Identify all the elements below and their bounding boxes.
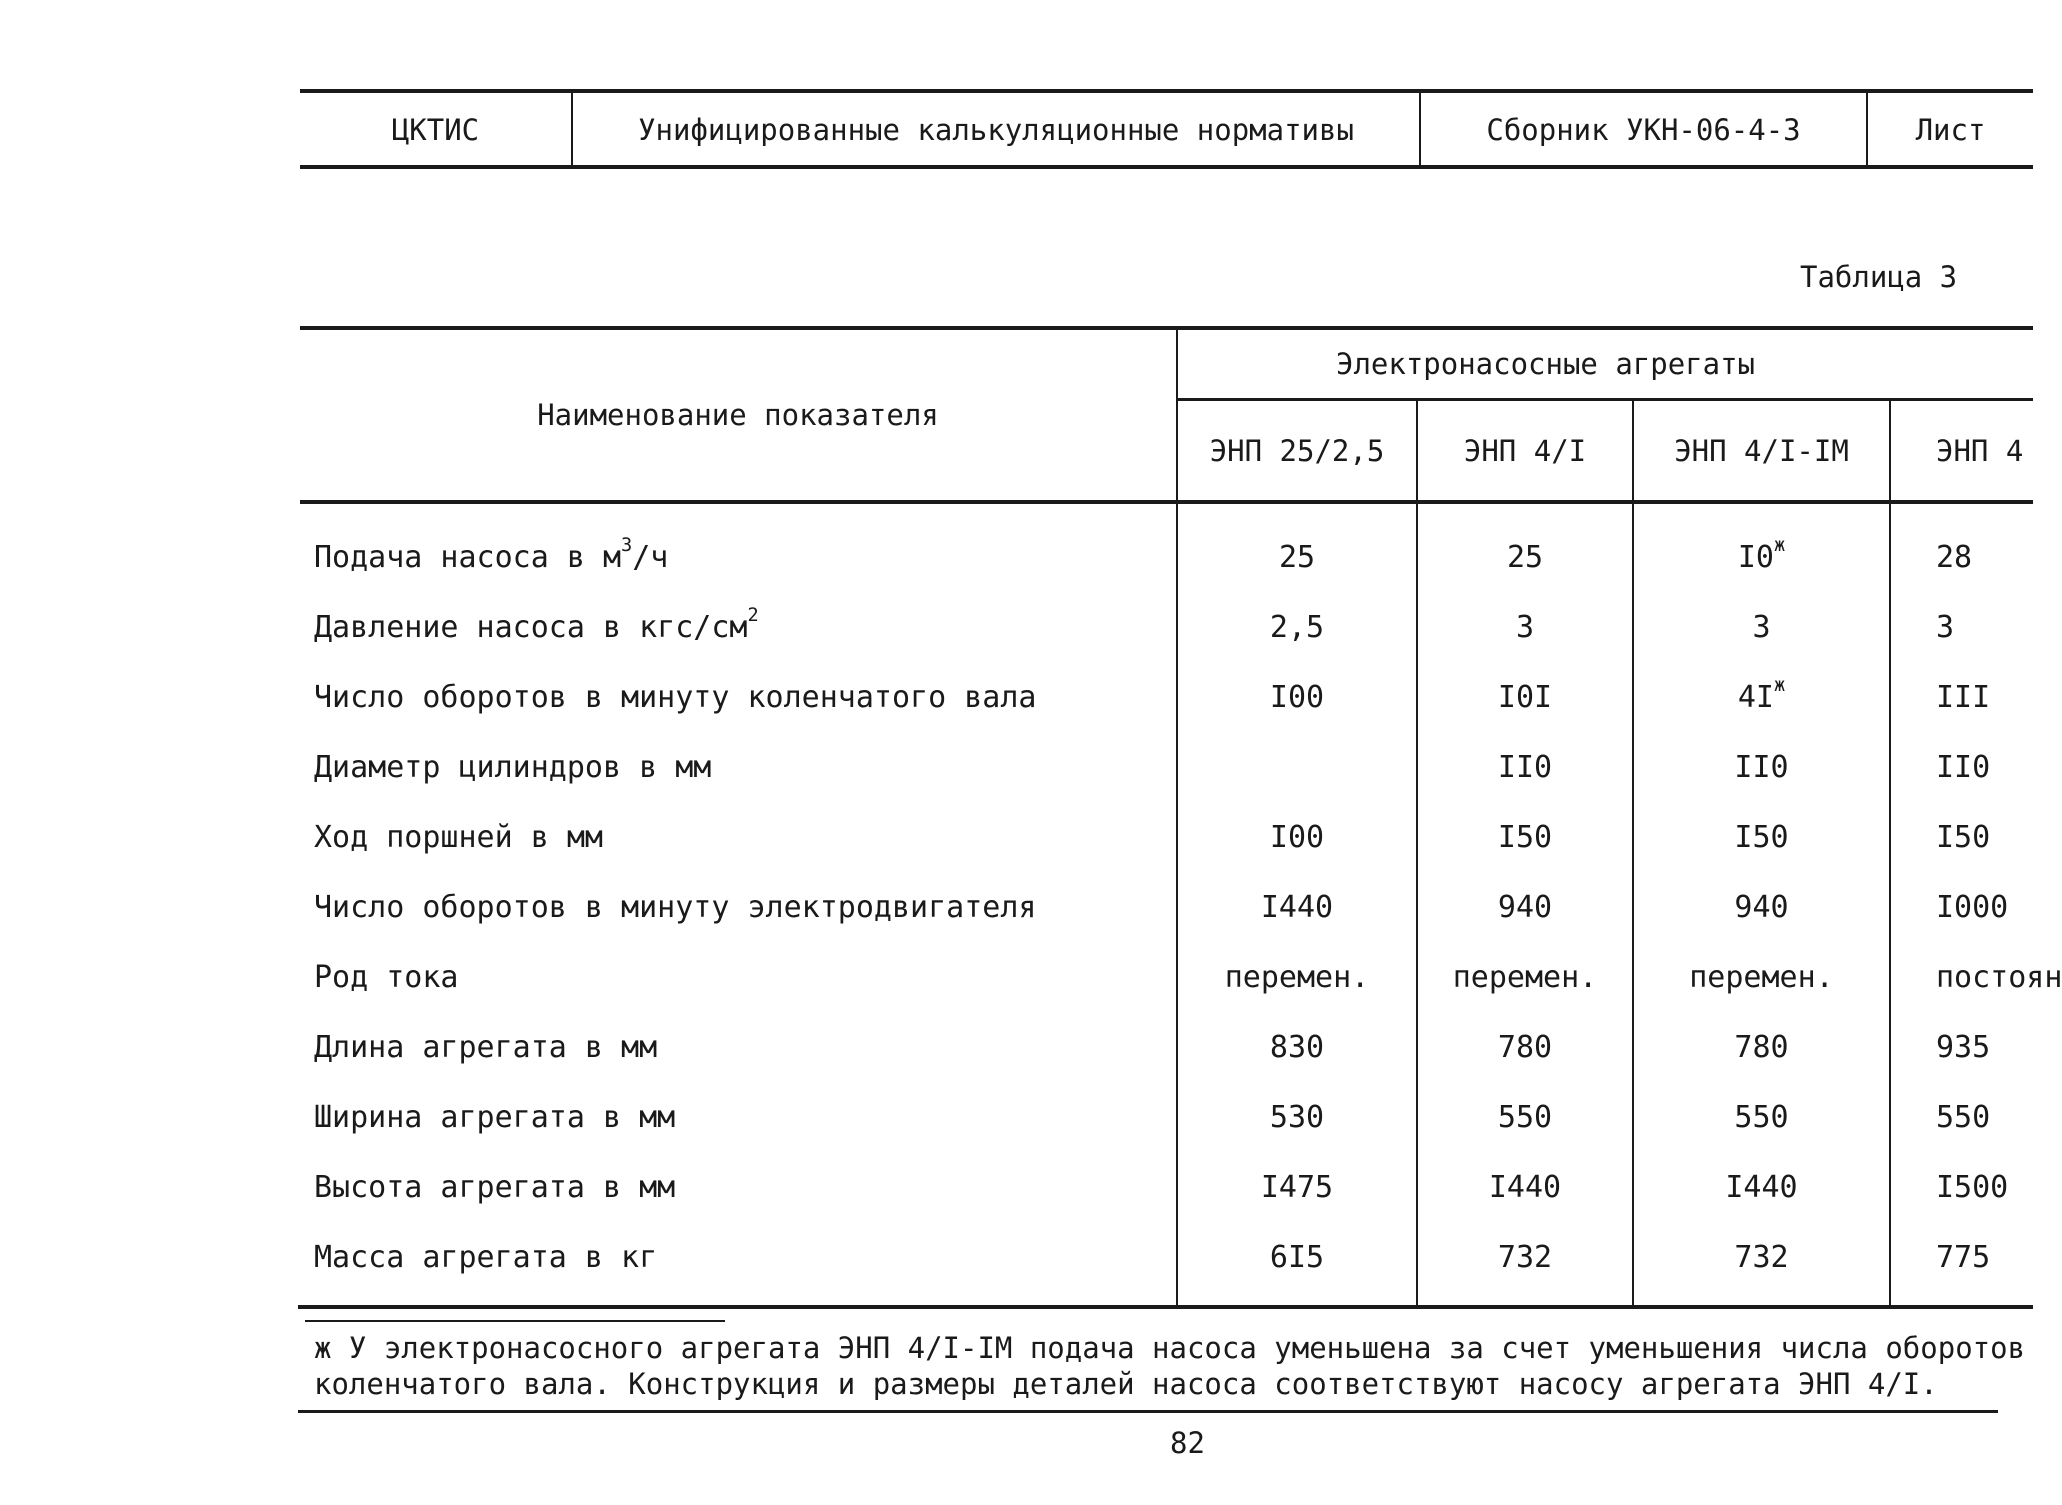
header-top-rule [300,89,2033,93]
footnote-mark: ж [1773,675,1786,697]
table-cell: II0 [1497,750,1553,785]
table-cell: 780 [1497,1030,1553,1065]
row-label: Число оборотов в минуту коленчатого вала [314,680,1037,715]
footnote-bottom-rule [298,1410,1998,1413]
table-cell: II0 [1936,750,1991,785]
table-cell: 3 [1936,610,1955,645]
table-cell: 732 [1734,1240,1789,1275]
table-cell: III [1936,680,1991,715]
table-cell: I00 [1269,820,1325,855]
table-cell: 25 [1506,540,1544,575]
table-cell: I50 [1936,820,1991,855]
table-cell: I440 [1488,1170,1562,1205]
table-cell: I50 [1497,820,1553,855]
table-cell: 28 [1936,540,1973,575]
page-number: 82 [1170,1426,1205,1460]
header-org: ЦКТИС [391,113,480,147]
table-cell: 940 [1497,890,1553,925]
column-header-enp-4: ЭНП 4 [1936,434,2024,468]
table-cell: $I0^ж$ [1737,535,1786,575]
header-collection: Сборник УКН-06-4-3 [1486,113,1801,147]
table-cell: 6I5 [1269,1240,1325,1275]
table-cell: I50 [1734,820,1789,855]
header-title: Унифицированные калькуляционные нормативы [638,113,1354,147]
row-label: Число оборотов в минуту электродвигателя [314,890,1037,925]
table-cell: I000 [1936,890,2009,925]
table-cell: перемен. [1224,960,1370,995]
table-cell: I500 [1936,1170,2009,1205]
name-column-header: Наименование показателя [537,398,939,432]
row-label: Ход поршней в мм [314,820,603,855]
table-cell: 550 [1734,1100,1789,1135]
table-cell: 530 [1269,1100,1325,1135]
table-cell: I440 [1260,890,1334,925]
table-cell: 3 [1515,610,1535,645]
column-header-enp-4-1-1m: ЭНП 4/I-IM [1674,434,1849,468]
table-cell: перемен. [1452,960,1598,995]
column-header-enp-25: ЭНП 25/2,5 [1209,434,1385,468]
row-label: Масса агрегата в кг [314,1240,658,1275]
table-cell: $4I^ж$ [1737,675,1786,715]
row-label: Подача насоса в $м^3/ч$ [314,535,669,575]
table-cell: 3 [1752,610,1771,645]
row-label: Давление насоса в кгс/$см^2$ [314,605,759,645]
table-cell: перемен. [1689,960,1834,995]
table-caption: Таблица 3 [1800,260,1958,294]
table-cell: 780 [1734,1030,1789,1065]
table-cell: 775 [1936,1240,1991,1275]
group-column-header: Электронасосные агрегаты [1335,347,1756,381]
row-label: Диаметр цилиндров в мм [314,750,712,785]
table-bottom-rule [298,1305,2033,1309]
row-label: Длина агрегата в мм [314,1030,658,1065]
row-label: Высота агрегата в мм [314,1170,676,1205]
column-header-enp-4-1: ЭНП 4/I [1463,434,1587,468]
table-cell: I00 [1269,680,1325,715]
footnote-mark: ж [1773,535,1786,557]
footnote-line-1: ж У электронасосного агрегата ЭНП 4/I-IM подача насоса уменьшена за счет уменьшения числа оборотов [314,1331,2026,1365]
table-cell: 2,5 [1269,610,1325,645]
table-cell: 550 [1497,1100,1553,1135]
table-cell: 550 [1936,1100,1991,1135]
table-cell [1178,748,1416,788]
table-cell: 732 [1497,1240,1553,1275]
table-cell: 25 [1278,540,1316,575]
table-cell: 830 [1269,1030,1325,1065]
footnote-line-2: коленчатого вала. Конструкция и размеры деталей насоса соответствуют насосу агрегата ЭНП 4/I. [314,1367,1938,1401]
table-cell: I475 [1260,1170,1334,1205]
table-cell: II0 [1734,750,1789,785]
row-label: Род тока [314,960,459,995]
table-cell: I440 [1725,1170,1798,1205]
table-cell: I0I [1497,680,1553,715]
table-cell: постоян [1936,960,2062,995]
header-sheet: Лист [1915,113,1986,147]
footnote-rule [305,1320,725,1322]
table-cell: 940 [1734,890,1789,925]
table-cell: 935 [1936,1030,1991,1065]
row-label: Ширина агрегата в мм [314,1100,676,1135]
